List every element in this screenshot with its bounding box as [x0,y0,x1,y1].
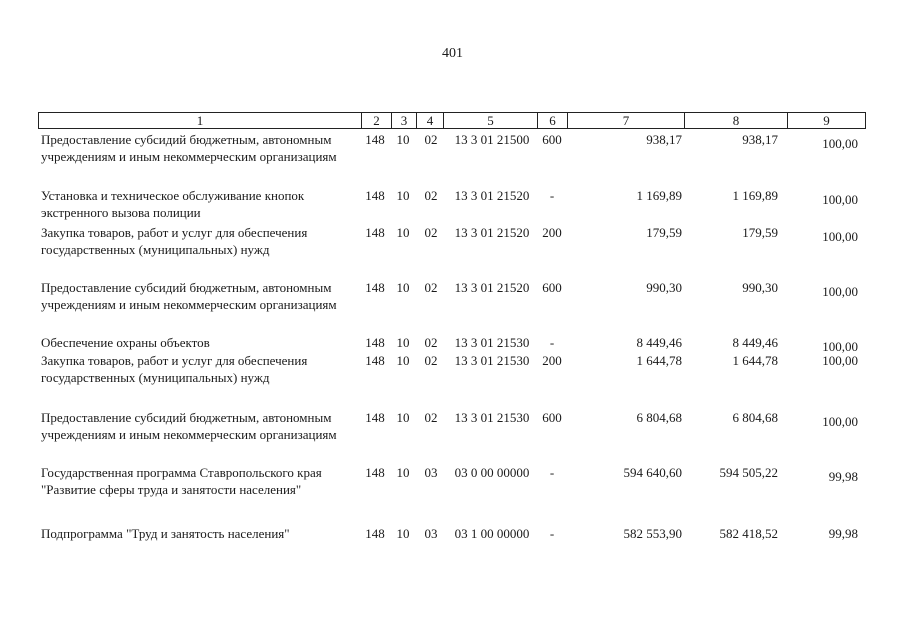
row-col-4: 02 [424,353,438,368]
row-col-4: 02 [424,132,438,147]
row-col-2: 148 [365,132,385,147]
table-header [38,112,866,129]
row-col-8: 938,17 [742,132,778,147]
row-col-9: 100,00 [822,192,858,207]
row-col-5: 03 1 00 00000 [454,526,530,541]
row-col-9: 99,98 [828,469,858,484]
row-description: Закупка товаров, работ и услуг для обеспечения государственных (муниципальных) нужд [41,353,308,385]
row-description: Государственная программа Ставропольского края "Развитие сферы труда и занятости населения" [41,465,322,497]
row-col-8: 1 644,78 [732,353,778,368]
row-col-8: 1 169,89 [732,188,778,203]
row-col-9: 100,00 [822,284,858,299]
row-col-9: 100,00 [822,414,858,429]
row-col-5: 13 3 01 21530 [454,335,530,350]
row-description: Предоставление субсидий бюджетным, автономным учреждениям и иным некоммерческим организациям [41,410,337,442]
row-col-9: 100,00 [822,339,858,354]
header-col-8: 8 [684,113,787,128]
row-description: Закупка товаров, работ и услуг для обеспечения государственных (муниципальных) нужд [41,225,308,257]
row-col-7: 938,17 [646,132,682,147]
row-col-8: 179,59 [742,225,778,240]
row-col-2: 148 [365,280,385,295]
row-description: Обеспечение охраны объектов [41,335,210,350]
row-col-2: 148 [365,353,385,368]
row-col-3: 10 [396,410,410,425]
row-col-6: 200 [542,225,562,240]
header-col-4: 4 [416,113,443,128]
header-col-6: 6 [537,113,567,128]
row-col-7: 179,59 [646,225,682,240]
row-description: Подпрограмма "Труд и занятость населения" [41,526,290,541]
row-description: Предоставление субсидий бюджетным, автономным учреждениям и иным некоммерческим организациям [41,280,337,312]
row-col-9: 100,00 [822,353,858,368]
row-col-4: 02 [424,188,438,203]
row-col-9: 100,00 [822,136,858,151]
row-col-4: 03 [424,526,438,541]
row-description: Предоставление субсидий бюджетным, автономным учреждениям и иным некоммерческим организациям [41,132,337,164]
row-col-4: 02 [424,335,438,350]
row-col-4: 02 [424,280,438,295]
header-col-5: 5 [443,113,537,128]
page-number: 401 [442,46,463,61]
row-col-5: 13 3 01 21530 [454,410,530,425]
header-col-9: 9 [787,113,865,128]
row-col-5: 13 3 01 21520 [454,188,530,203]
row-col-5: 13 3 01 21530 [454,353,530,368]
row-col-6: - [549,188,555,203]
row-col-2: 148 [365,188,385,203]
row-col-5: 13 3 01 21500 [454,132,530,147]
row-col-6: 200 [542,353,562,368]
row-col-3: 10 [396,280,410,295]
row-col-9: 100,00 [822,229,858,244]
row-col-7: 594 640,60 [623,465,682,480]
row-col-4: 02 [424,225,438,240]
header-col-1: 1 [196,113,204,128]
row-col-7: 1 169,89 [636,188,682,203]
row-col-3: 10 [396,132,410,147]
row-col-8: 594 505,22 [719,465,778,480]
row-col-6: - [549,465,555,480]
row-col-8: 582 418,52 [719,526,778,541]
row-col-2: 148 [365,335,385,350]
row-col-2: 148 [365,465,385,480]
row-col-2: 148 [365,526,385,541]
row-col-7: 6 804,68 [636,410,682,425]
row-col-6: 600 [542,132,562,147]
row-col-7: 8 449,46 [636,335,682,350]
row-col-7: 1 644,78 [636,353,682,368]
row-col-5: 03 0 00 00000 [454,465,530,480]
row-col-5: 13 3 01 21520 [454,225,530,240]
row-col-3: 10 [396,335,410,350]
row-col-6: - [549,335,555,350]
row-col-3: 10 [396,526,410,541]
header-col-7: 7 [567,113,684,128]
row-col-9: 99,98 [828,526,858,541]
row-col-7: 582 553,90 [623,526,682,541]
row-col-2: 148 [365,410,385,425]
row-col-3: 10 [396,188,410,203]
row-col-6: 600 [542,280,562,295]
header-col-3: 3 [391,113,416,128]
row-col-8: 8 449,46 [732,335,778,350]
row-col-7: 990,30 [646,280,682,295]
row-col-5: 13 3 01 21520 [454,280,530,295]
row-col-3: 10 [396,353,410,368]
row-col-4: 02 [424,410,438,425]
row-col-3: 10 [396,225,410,240]
row-col-8: 6 804,68 [732,410,778,425]
row-col-4: 03 [424,465,438,480]
row-col-8: 990,30 [742,280,778,295]
row-col-3: 10 [396,465,410,480]
row-description: Установка и техническое обслуживание кнопок экстренного вызова полиции [41,188,305,220]
row-col-2: 148 [365,225,385,240]
header-col-2: 2 [361,113,391,128]
row-col-6: - [549,526,555,541]
row-col-6: 600 [542,410,562,425]
